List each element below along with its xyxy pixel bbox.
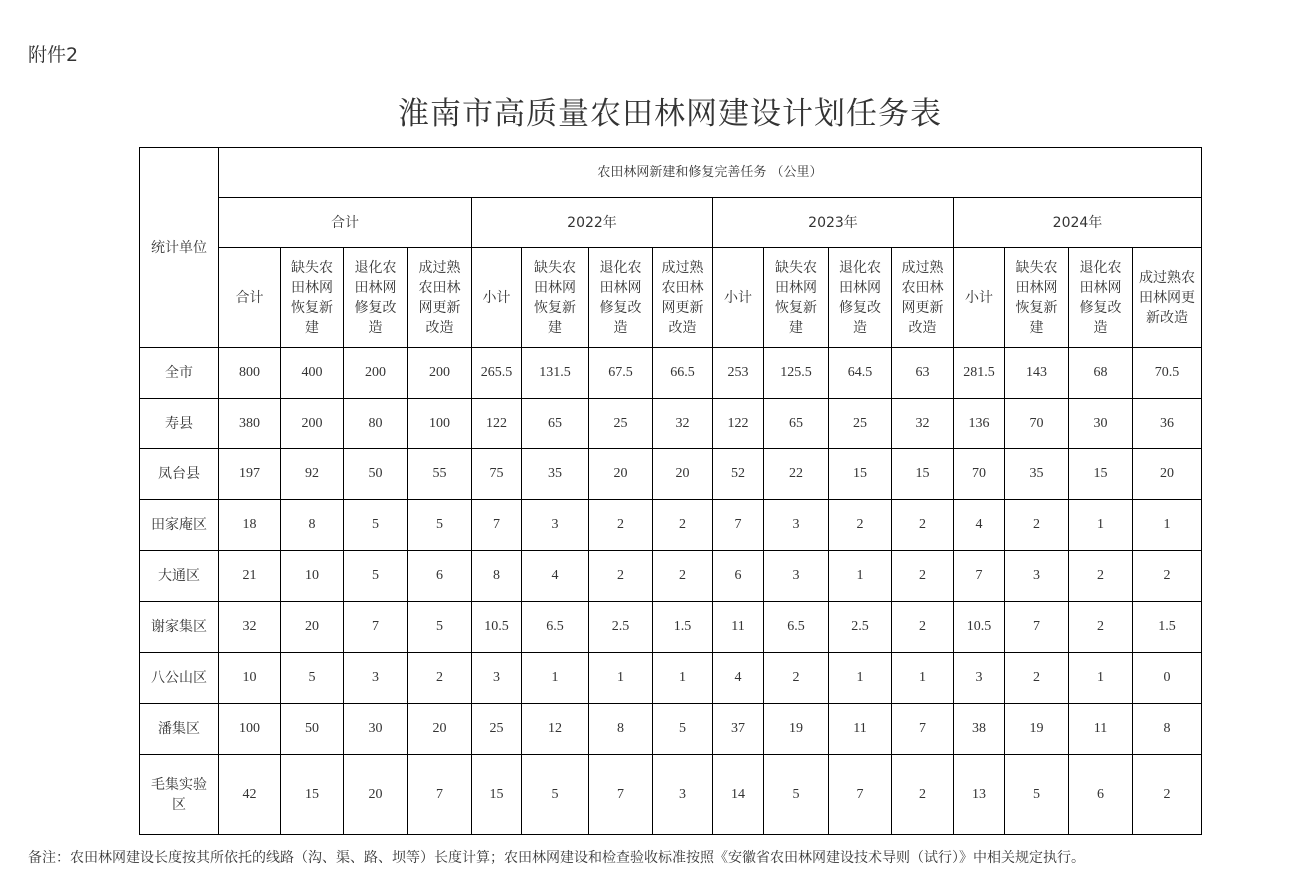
table-body: [140, 348, 1202, 835]
value-cell: 4: [713, 653, 764, 704]
period-header-total: 合计: [219, 198, 472, 248]
value-cell: 11: [1069, 704, 1133, 755]
value-cell: 100: [408, 399, 472, 449]
value-cell: 8: [1133, 704, 1202, 755]
sub-header-new: 缺失农田林网恢复新建: [522, 248, 589, 348]
value-cell: 1: [1133, 500, 1202, 551]
value-cell: 70.5: [1133, 348, 1202, 399]
value-cell: 136: [954, 399, 1005, 449]
value-cell: 7: [589, 755, 653, 835]
value-cell: 32: [653, 399, 713, 449]
unit-name-cell: 全市: [140, 348, 219, 399]
attachment-label: 附件2: [28, 44, 79, 66]
table-row: [140, 551, 1202, 602]
value-cell: 2: [1069, 602, 1133, 653]
sub-header-new: 缺失农田林网恢复新建: [281, 248, 344, 348]
value-cell: 4: [954, 500, 1005, 551]
value-cell: 70: [954, 449, 1005, 500]
value-cell: 4: [522, 551, 589, 602]
value-cell: 2: [764, 653, 829, 704]
value-cell: 50: [281, 704, 344, 755]
value-cell: 25: [472, 704, 522, 755]
value-cell: 55: [408, 449, 472, 500]
value-cell: 15: [892, 449, 954, 500]
value-cell: 22: [764, 449, 829, 500]
value-cell: 20: [653, 449, 713, 500]
subtotal-header: 小计: [954, 248, 1005, 348]
sub-header-renewal: 成过熟农田林网更新改造: [653, 248, 713, 348]
value-cell: 7: [344, 602, 408, 653]
period-header-2024: 2024年: [954, 198, 1202, 248]
value-cell: 6: [1069, 755, 1133, 835]
value-cell: 2: [892, 602, 954, 653]
value-cell: 25: [829, 399, 892, 449]
value-cell: 30: [1069, 399, 1133, 449]
subtotal-header: 小计: [472, 248, 522, 348]
unit-name-cell: 凤台县: [140, 449, 219, 500]
table-row: [140, 500, 1202, 551]
value-cell: 30: [344, 704, 408, 755]
value-cell: 2.5: [589, 602, 653, 653]
value-cell: 7: [892, 704, 954, 755]
value-cell: 80: [344, 399, 408, 449]
value-cell: 20: [408, 704, 472, 755]
value-cell: 1: [892, 653, 954, 704]
value-cell: 15: [472, 755, 522, 835]
sub-header-renewal: 成过熟农田林网更新改造: [892, 248, 954, 348]
value-cell: 1.5: [653, 602, 713, 653]
value-cell: 67.5: [589, 348, 653, 399]
value-cell: 2: [589, 500, 653, 551]
value-cell: 2: [829, 500, 892, 551]
value-cell: 21: [219, 551, 281, 602]
unit-name-cell: 毛集实验区: [140, 755, 219, 835]
value-cell: 1: [522, 653, 589, 704]
value-cell: 8: [472, 551, 522, 602]
value-cell: 7: [1005, 602, 1069, 653]
value-cell: 1: [653, 653, 713, 704]
group-header: 农田林网新建和修复完善任务 （公里）: [219, 148, 1202, 198]
value-cell: 7: [408, 755, 472, 835]
value-cell: 2: [892, 500, 954, 551]
value-cell: 5: [1005, 755, 1069, 835]
sub-header-repair: 退化农田林网修复改造: [829, 248, 892, 348]
table-row: [140, 755, 1202, 835]
value-cell: 2: [892, 551, 954, 602]
value-cell: 3: [344, 653, 408, 704]
value-cell: 52: [713, 449, 764, 500]
value-cell: 20: [589, 449, 653, 500]
sub-header-new: 缺失农田林网恢复新建: [764, 248, 829, 348]
value-cell: 11: [713, 602, 764, 653]
value-cell: 1: [829, 551, 892, 602]
value-cell: 68: [1069, 348, 1133, 399]
value-cell: 3: [764, 500, 829, 551]
table-row: [140, 399, 1202, 449]
value-cell: 1: [1069, 500, 1133, 551]
value-cell: 122: [472, 399, 522, 449]
footnote: 备注：农田林网建设长度按其所依托的线路（沟、渠、路、坝等）长度计算；农田林网建设和检查验收标准按照《安徽省农田林网建设技术导则（试行）》中相关规定执行。: [28, 850, 1085, 866]
value-cell: 0: [1133, 653, 1202, 704]
value-cell: 143: [1005, 348, 1069, 399]
value-cell: 15: [1069, 449, 1133, 500]
value-cell: 100: [219, 704, 281, 755]
sub-header-row: [140, 248, 1202, 348]
page-title: 淮南市高质量农田林网建设计划任务表: [398, 96, 942, 132]
value-cell: 380: [219, 399, 281, 449]
value-cell: 38: [954, 704, 1005, 755]
value-cell: 253: [713, 348, 764, 399]
value-cell: 10.5: [954, 602, 1005, 653]
value-cell: 92: [281, 449, 344, 500]
period-header-2022: 2022年: [472, 198, 713, 248]
value-cell: 25: [589, 399, 653, 449]
value-cell: 70: [1005, 399, 1069, 449]
value-cell: 65: [764, 399, 829, 449]
value-cell: 20: [344, 755, 408, 835]
value-cell: 50: [344, 449, 408, 500]
value-cell: 36: [1133, 399, 1202, 449]
unit-name-cell: 田家庵区: [140, 500, 219, 551]
value-cell: 2: [653, 551, 713, 602]
value-cell: 5: [344, 500, 408, 551]
value-cell: 7: [713, 500, 764, 551]
value-cell: 200: [281, 399, 344, 449]
value-cell: 32: [219, 602, 281, 653]
value-cell: 42: [219, 755, 281, 835]
value-cell: 1: [589, 653, 653, 704]
unit-name-cell: 潘集区: [140, 704, 219, 755]
value-cell: 5: [653, 704, 713, 755]
table-row: [140, 449, 1202, 500]
value-cell: 5: [281, 653, 344, 704]
value-cell: 2.5: [829, 602, 892, 653]
value-cell: 2: [408, 653, 472, 704]
value-cell: 10: [219, 653, 281, 704]
value-cell: 3: [522, 500, 589, 551]
table-row: [140, 348, 1202, 399]
value-cell: 200: [344, 348, 408, 399]
value-cell: 15: [281, 755, 344, 835]
period-header-2023: 2023年: [713, 198, 954, 248]
value-cell: 3: [764, 551, 829, 602]
value-cell: 6: [713, 551, 764, 602]
table-row: [140, 602, 1202, 653]
value-cell: 10: [281, 551, 344, 602]
value-cell: 14: [713, 755, 764, 835]
value-cell: 3: [954, 653, 1005, 704]
value-cell: 7: [829, 755, 892, 835]
value-cell: 8: [281, 500, 344, 551]
value-cell: 65: [522, 399, 589, 449]
value-cell: 7: [954, 551, 1005, 602]
value-cell: 32: [892, 399, 954, 449]
value-cell: 18: [219, 500, 281, 551]
value-cell: 35: [522, 449, 589, 500]
value-cell: 281.5: [954, 348, 1005, 399]
value-cell: 3: [1005, 551, 1069, 602]
value-cell: 265.5: [472, 348, 522, 399]
value-cell: 125.5: [764, 348, 829, 399]
value-cell: 2: [589, 551, 653, 602]
value-cell: 37: [713, 704, 764, 755]
value-cell: 5: [344, 551, 408, 602]
value-cell: 35: [1005, 449, 1069, 500]
sub-header-renewal: 成过熟农田林网更新改造: [408, 248, 472, 348]
value-cell: 5: [408, 602, 472, 653]
value-cell: 1: [829, 653, 892, 704]
subtotal-header: 合计: [219, 248, 281, 348]
value-cell: 1: [1069, 653, 1133, 704]
value-cell: 6.5: [522, 602, 589, 653]
value-cell: 10.5: [472, 602, 522, 653]
unit-name-cell: 寿县: [140, 399, 219, 449]
value-cell: 64.5: [829, 348, 892, 399]
value-cell: 2: [653, 500, 713, 551]
table-row: [140, 653, 1202, 704]
value-cell: 2: [892, 755, 954, 835]
unit-column-header: 统计单位: [140, 148, 219, 348]
value-cell: 8: [589, 704, 653, 755]
unit-name-cell: 八公山区: [140, 653, 219, 704]
task-table: [139, 147, 1202, 835]
value-cell: 75: [472, 449, 522, 500]
value-cell: 2: [1005, 653, 1069, 704]
value-cell: 200: [408, 348, 472, 399]
value-cell: 6: [408, 551, 472, 602]
value-cell: 19: [1005, 704, 1069, 755]
table-row: [140, 704, 1202, 755]
value-cell: 15: [829, 449, 892, 500]
sub-header-repair: 退化农田林网修复改造: [589, 248, 653, 348]
value-cell: 3: [472, 653, 522, 704]
value-cell: 2: [1133, 551, 1202, 602]
value-cell: 197: [219, 449, 281, 500]
value-cell: 5: [764, 755, 829, 835]
unit-name-cell: 大通区: [140, 551, 219, 602]
value-cell: 12: [522, 704, 589, 755]
sub-header-renewal: 成过熟农田林网更新改造: [1133, 248, 1202, 348]
value-cell: 19: [764, 704, 829, 755]
unit-name-cell: 谢家集区: [140, 602, 219, 653]
value-cell: 11: [829, 704, 892, 755]
sub-header-new: 缺失农田林网恢复新建: [1005, 248, 1069, 348]
value-cell: 6.5: [764, 602, 829, 653]
value-cell: 5: [408, 500, 472, 551]
sub-header-repair: 退化农田林网修复改造: [1069, 248, 1133, 348]
value-cell: 3: [653, 755, 713, 835]
value-cell: 122: [713, 399, 764, 449]
value-cell: 2: [1005, 500, 1069, 551]
value-cell: 20: [1133, 449, 1202, 500]
value-cell: 7: [472, 500, 522, 551]
subtotal-header: 小计: [713, 248, 764, 348]
value-cell: 2: [1069, 551, 1133, 602]
value-cell: 63: [892, 348, 954, 399]
value-cell: 131.5: [522, 348, 589, 399]
value-cell: 20: [281, 602, 344, 653]
value-cell: 66.5: [653, 348, 713, 399]
value-cell: 1.5: [1133, 602, 1202, 653]
sub-header-repair: 退化农田林网修复改造: [344, 248, 408, 348]
value-cell: 5: [522, 755, 589, 835]
value-cell: 800: [219, 348, 281, 399]
value-cell: 400: [281, 348, 344, 399]
value-cell: 2: [1133, 755, 1202, 835]
value-cell: 13: [954, 755, 1005, 835]
